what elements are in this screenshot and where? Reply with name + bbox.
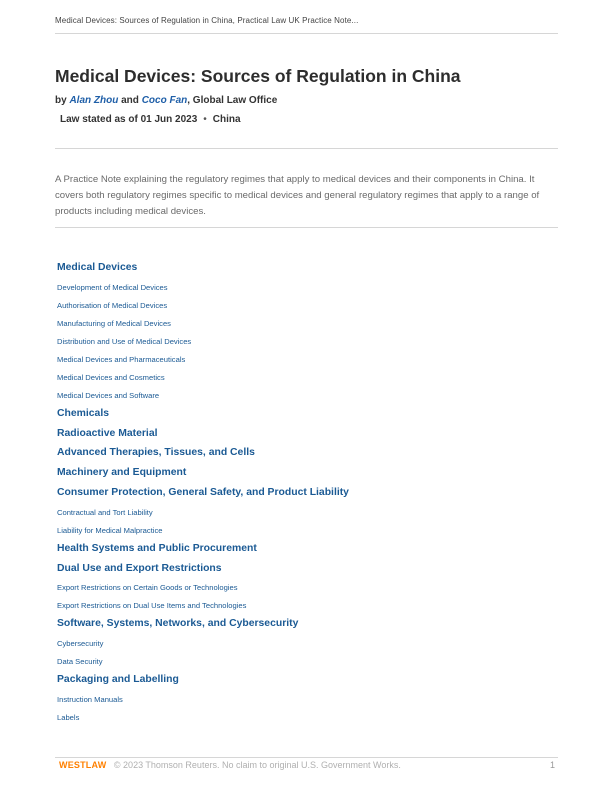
toc-subsection-link[interactable]: Instruction Manuals (57, 694, 123, 704)
toc-subsection-link[interactable]: Data Security (57, 657, 103, 667)
bullet-separator: • (203, 114, 207, 125)
toc-item (57, 617, 557, 637)
toc-subsection-link[interactable]: Contractual and Tort Liability (57, 507, 153, 517)
page-number: 1 (549, 760, 555, 770)
toc-item (57, 389, 557, 407)
page-title: Medical Devices: Sources of Regulation in China (55, 66, 461, 86)
toc-subsection-link[interactable]: Authorisation of Medical Devices (57, 300, 168, 310)
toc-item (57, 427, 557, 447)
toc-section-link[interactable]: Machinery and Equipment (57, 467, 187, 479)
author-link-alan-zhou[interactable]: Alan Zhou (69, 95, 119, 106)
toc-item (57, 335, 557, 353)
byline (55, 95, 277, 106)
toc-subsection-link[interactable]: Development of Medical Devices (57, 282, 168, 292)
toc-item (57, 542, 557, 562)
toc-subsection-link[interactable]: Export Restrictions on Dual Use Items and Technologies (57, 601, 247, 611)
law-stated-date: Law stated as of 01 Jun 2023 (60, 114, 198, 125)
toc-item (57, 371, 557, 389)
jurisdiction: China (212, 114, 241, 125)
toc-subsection-link[interactable]: Medical Devices and Cosmetics (57, 372, 165, 382)
toc-subsection-link[interactable]: Medical Devices and Pharmaceuticals (57, 354, 186, 364)
toc-section-link[interactable]: Radioactive Material (57, 427, 158, 439)
toc-subsection-link[interactable]: Manufacturing of Medical Devices (57, 318, 171, 328)
footer (59, 760, 559, 770)
author-link-coco-fan[interactable]: Coco Fan (141, 95, 188, 106)
toc-section-link[interactable]: Advanced Therapies, Tissues, and Cells (57, 447, 255, 459)
toc-item (57, 466, 557, 486)
toc-subsection-link[interactable]: Liability for Medical Malpractice (57, 525, 163, 535)
running-header: Medical Devices: Sources of Regulation in China, Practical Law UK Practice Note... (55, 16, 359, 25)
toc-item (57, 711, 557, 729)
toc-subsection-link[interactable]: Cybersecurity (57, 639, 104, 649)
footer-divider (55, 757, 558, 758)
toc-subsection-link[interactable]: Export Restrictions on Certain Goods or Technologies (57, 583, 238, 593)
toc-section-link[interactable]: Consumer Protection, General Safety, and Product Liability (57, 486, 349, 498)
toc-item (57, 299, 557, 317)
toc-item (57, 407, 557, 427)
toc-item (57, 581, 557, 599)
toc-item (57, 693, 557, 711)
toc-item (57, 562, 557, 582)
toc-item (57, 261, 557, 281)
toc-item (57, 486, 557, 506)
toc-item (57, 506, 557, 524)
toc-item (57, 599, 557, 617)
toc-item (57, 524, 557, 542)
toc-subsection-link[interactable]: Distribution and Use of Medical Devices (57, 336, 192, 346)
toc-section-link[interactable]: Packaging and Labelling (57, 674, 179, 686)
toc-section-link[interactable]: Software, Systems, Networks, and Cybersecurity (57, 618, 299, 630)
toc-item (57, 281, 557, 299)
document-metadata (60, 114, 241, 125)
byline-and: and (121, 95, 139, 106)
toc-item (57, 353, 557, 371)
toc-section-link[interactable]: Chemicals (57, 407, 109, 419)
copyright-notice: © 2023 Thomson Reuters. No claim to original U.S. Government Works. (113, 760, 401, 770)
westlaw-logo: WESTLAW (59, 760, 107, 770)
toc-subsection-link[interactable]: Medical Devices and Software (57, 390, 160, 400)
toc-subsection-link[interactable]: Labels (57, 712, 80, 722)
practice-note-summary: A Practice Note explaining the regulatory regimes that apply to medical devices and their components in China. It covers both regulatory regimes specific to medical devices and general regulatory regimes that apply to a range of products including medical devices. (55, 174, 540, 217)
header-divider (55, 33, 558, 34)
toc-item (57, 317, 557, 335)
byline-organization: , Global Law Office (187, 95, 278, 106)
byline-prefix: by (55, 95, 67, 106)
table-of-contents (57, 261, 557, 729)
toc-section-link[interactable]: Dual Use and Export Restrictions (57, 562, 222, 574)
toc-section-link[interactable]: Health Systems and Public Procurement (57, 542, 257, 554)
toc-item (57, 446, 557, 466)
toc-section-link[interactable]: Medical Devices (57, 262, 138, 273)
toc-item (57, 637, 557, 655)
divider (55, 148, 558, 149)
toc-item (57, 673, 557, 693)
divider (55, 227, 558, 228)
toc-item (57, 655, 557, 673)
